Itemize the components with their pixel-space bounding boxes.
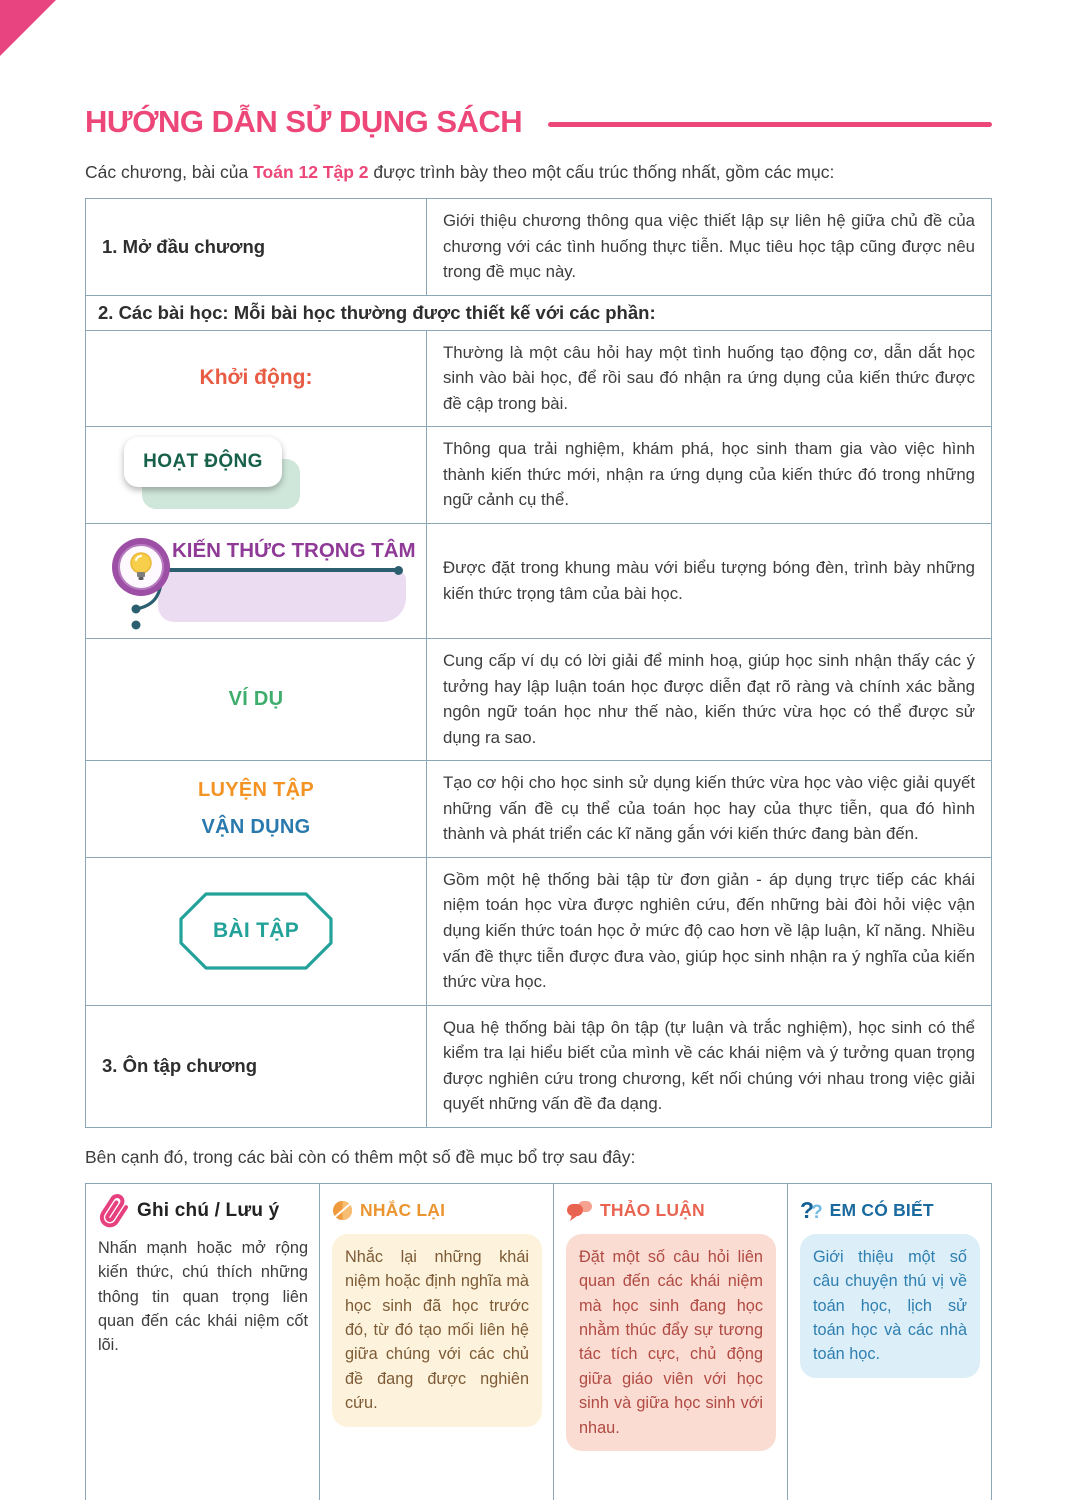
row-desc: Được đặt trong khung màu với biểu tượng bóng đèn, trình bày những kiến thức trọng tâm của bài học. [443, 558, 975, 603]
supplement-col-thao-luan [553, 1184, 787, 1500]
section-header-cac-bai-hoc: 2. Các bài học: Mỗi bài học thường được thiết kế với các phần: [86, 295, 992, 330]
row-desc: Qua hệ thống bài tập ôn tập (tự luận và trắc nghiệm), học sinh có thể kiểm tra lại hiểu biết của mình về các khái niệm và ý tưởng quan trọng được nghiên cứu trong chương, kết nối chúng với nhau trong việc giải quyết những vấn đề đa dạng. [443, 1017, 975, 1114]
recall-icon [332, 1200, 353, 1221]
row-label-hoat-dong: HOẠT ĐỘNG [143, 451, 263, 473]
row-desc: Cung cấp ví dụ có lời giải để minh hoạ, giúp học sinh nhận thấy các ý tưởng hay lập luận toán học được diễn đạt rõ ràng và chính xác bằng ngôn ngữ toán học như thế nào, kiến thức vừa học có thể được sử dụng ra sao. [443, 651, 975, 747]
supplement-title: NHẮC LẠI [360, 1200, 446, 1221]
supplement-table [85, 1183, 992, 1500]
table-row [86, 761, 992, 858]
row-label-vi-du: VÍ DỤ [228, 688, 284, 711]
row-label-kien-thuc-trong-tam: KIẾN THỨC TRỌNG TÂM [172, 539, 416, 563]
table-row [86, 199, 992, 296]
row-desc: Tạo cơ hội cho học sinh sử dụng kiến thức vừa học vào việc giải quyết những vấn đề cụ thể của toán học hay của thực tiễn, qua đó hình thành và phát triển các kĩ năng gắn với kiến thức đang bàn đến. [443, 773, 975, 844]
intro-prefix: Các chương, bài của [85, 162, 254, 182]
row-label-khoi-dong: Khởi động: [199, 366, 313, 390]
row-desc: Thường là một câu hỏi hay một tình huống tạo động cơ, dẫn dắt học sinh vào bài học, để rồi sau đó nhận ra ứng dụng của kiến thức được đề cập trong bài. [443, 342, 975, 413]
table-row [86, 1005, 992, 1127]
row-label-bai-tap: BÀI TẬP [212, 919, 300, 943]
row-label-on-tap-chuong: 3. Ôn tập chương [102, 1055, 258, 1077]
supplement-box: Giới thiệu một số câu chuyện thú vị về toán học, lịch sử toán học và các nhà toán học. [800, 1234, 980, 1378]
kttt-line [164, 568, 398, 572]
kien-thuc-trong-tam-graphic [106, 534, 418, 628]
row-label-mo-dau-chuong: 1. Mở đầu chương [102, 235, 266, 257]
row-label-van-dung: VẬN DỤNG [201, 816, 311, 839]
supplement-box: Đặt một số câu hỏi liên quan đến các khái niệm mà học sinh đang học nhằm thúc đẩy sự tương tác tích cực, chủ động giữa giáo viên với học sinh và giữa học sinh với nhau. [566, 1234, 776, 1452]
row-desc: Giới thiệu chương thông qua việc thiết lập sự liên hệ giữa chủ đề của chương với các tình huống thực tiễn. Mục tiêu học tập cũng được nêu trong đề mục này. [443, 211, 975, 282]
table-row [86, 427, 992, 524]
intro-paragraph [85, 162, 992, 183]
supplement-title: THẢO LUẬN [600, 1200, 705, 1221]
supplement-col-em-co-biet [787, 1184, 991, 1500]
lightbulb-icon [112, 538, 170, 596]
row-desc: Gồm một hệ thống bài tập từ đơn giản - áp dụng trực tiếp các khái niệm toán học vừa được nghiên cứu, đến những bài đòi hỏi việc vận dụng kiến thức toán học ở mức độ cao hơn về lập luận, kĩ năng. Nhiều vấn đề thực tiễn được đưa vào, giúp học sinh nhận ra ý nghĩa của kiến thức vừa học. [443, 869, 975, 992]
speech-bubbles-icon [566, 1200, 593, 1222]
page-header [85, 104, 992, 140]
page-corner-decoration [0, 0, 56, 56]
supplement-box: Nhắc lại những khái niệm hoặc định nghĩa mà học sinh đã học trước đó, từ đó tạo mối liên hệ giữa chúng với các chủ đề đang được nghiên cứu. [332, 1234, 542, 1427]
book-name: Toán 12 Tập 2 [253, 162, 369, 182]
supplement-title: Ghi chú / Lưu ý [137, 1199, 280, 1221]
question-marks-icon: ? ? [800, 1197, 823, 1224]
table-row [86, 330, 992, 427]
supplement-col-nhac-lai [319, 1184, 553, 1500]
supplement-body: Nhấn mạnh hoặc mở rộng kiến thức, chú thích những thông tin quan trọng liên quan đến các khái niệm cốt lõi. [98, 1238, 308, 1355]
table-row [86, 295, 992, 330]
kttt-lavender-box [158, 570, 406, 622]
table-row [86, 524, 992, 639]
hoat-dong-badge-card [124, 437, 282, 487]
row-desc: Thông qua trải nghiệm, khám phá, học sinh tham gia vào việc hình thành kiến thức mới, nhận ra ứng dụng của kiến thức đó trong những ngữ cảnh cụ thể. [443, 439, 975, 510]
bai-tap-badge [176, 889, 336, 973]
title-rule [548, 122, 992, 127]
paperclip-icon [95, 1192, 133, 1230]
intro-suffix: được trình bày theo một cấu trúc thống nhất, gồm các mục: [368, 162, 835, 182]
row-label-luyen-tap: LUYỆN TẬP [197, 779, 315, 802]
structure-table [85, 198, 992, 1128]
supplement-col-ghi-chu [86, 1184, 319, 1500]
page-title: HƯỚNG DẪN SỬ DỤNG SÁCH [85, 104, 523, 139]
table-row [86, 857, 992, 1005]
supplement-intro: Bên cạnh đó, trong các bài còn có thêm một số đề mục bổ trợ sau đây: [85, 1146, 636, 1167]
kttt-dot [394, 566, 403, 575]
hoat-dong-badge [124, 437, 314, 513]
supplement-title: EM CÓ BIẾT [829, 1200, 934, 1221]
table-row [86, 639, 992, 761]
